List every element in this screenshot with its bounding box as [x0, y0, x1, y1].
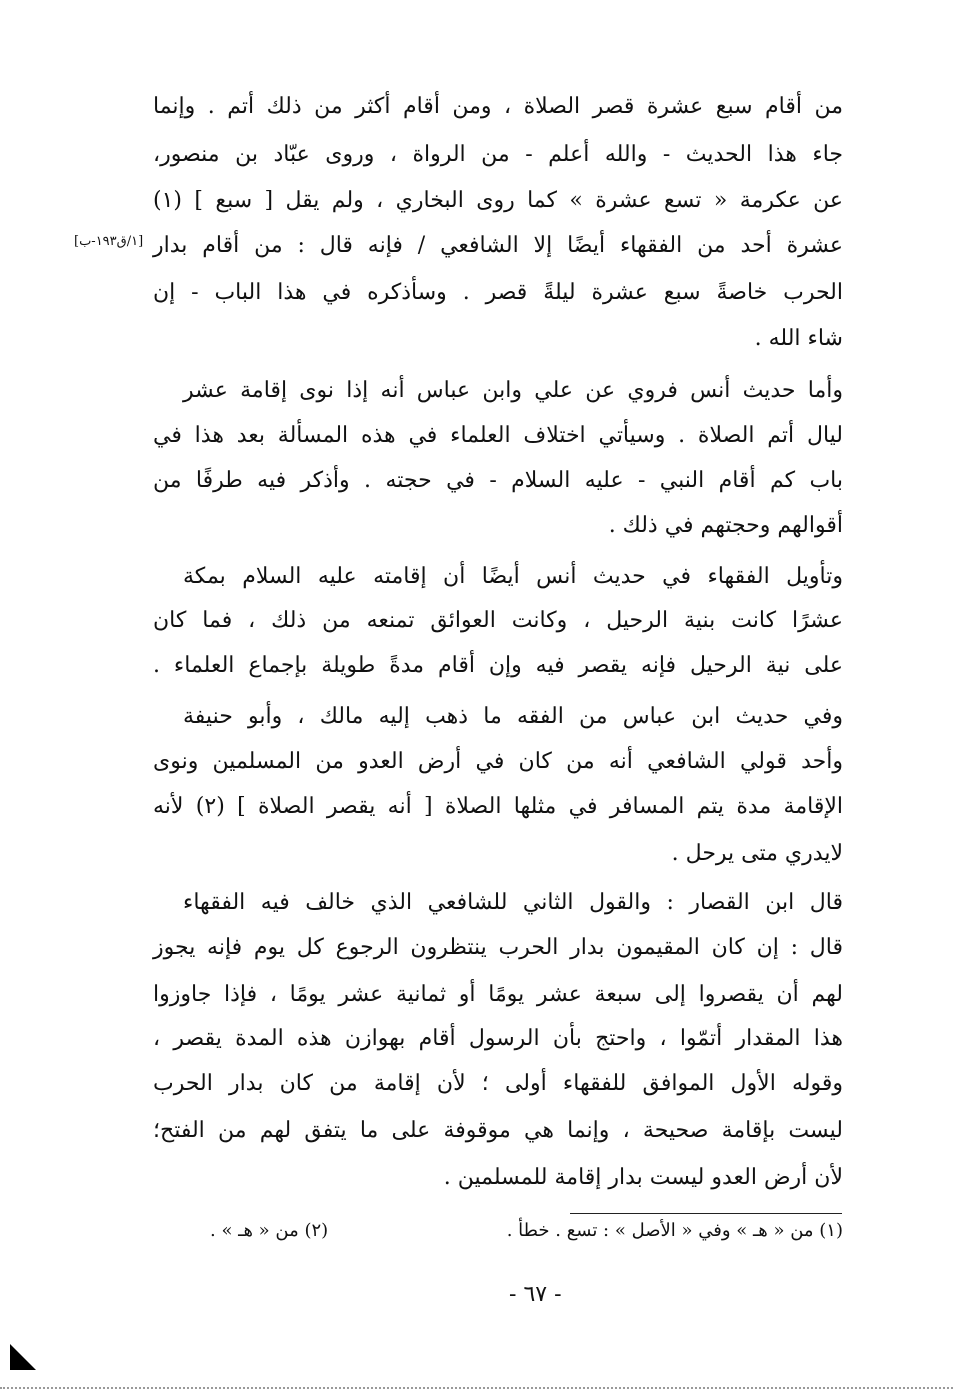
text-line-24: لأن أرض العدو ليست بدار إقامة للمسلمين .	[443, 1165, 843, 1190]
text-line-22: وقوله الأول الموافق للفقهاء أولى ؛ لأن إقامة من كان بدار الحرب	[153, 1071, 843, 1096]
text-line-16: الإقامة مدة يتم المسافر في مثلها الصلاة [ أنه يقصر الصلاة ] (٢) لأنه	[153, 794, 843, 819]
text-line-19: قال : إن كان المقيمون بدار الحرب ينتظرون الرجوع كل يوم فإنه يجوز	[153, 935, 843, 960]
footnote-divider	[570, 1213, 842, 1214]
text-line-11: وتأويل الفقهاء في حديث أنس أيضًا أن إقامته عليه السلام بمكة	[183, 564, 843, 589]
text-line-18: قال ابن القصار : والقول الثاني للشافعي الذي خالف فيه الفقهاء	[183, 890, 843, 915]
text-line-13: على نية الرحيل فإنه يقصر فيه وإن أقام مدةً طويلة بإجماع العلماء .	[153, 653, 843, 678]
text-line-20: لهم أن يقصروا إلى سبعة عشر يومًا أو ثمانية عشر يومًا ، فإذا جاوزوا	[153, 982, 843, 1007]
margin-folio-note: [١/ق١٩٣-ب]	[74, 234, 144, 249]
text-line-9: باب كم أقام النبي - عليه السلام - في حجته . وأذكر فيه طرفًا من	[153, 468, 843, 493]
footnote-2: (٢) من « هـ » .	[210, 1220, 329, 1241]
text-line-1: من أقام سبع عشرة قصر الصلاة ، ومن أقام أكثر من ذلك أتم . وإنما	[153, 94, 843, 119]
corner-triangle-mark	[10, 1344, 36, 1370]
text-line-21: هذا المقدار أتمّوا ، واحتج بأن الرسول أقام بهوازن هذه المدة يقصر ،	[153, 1026, 843, 1051]
text-line-12: عشرًا كانت بنية الرحيل ، وكانت العوائق تمنعه من ذلك ، فما كان	[153, 608, 843, 633]
text-line-2: جاء هذا الحديث - والله أعلم - من الرواة ، وروى عبّاد بن منصور،	[153, 142, 843, 167]
text-line-15: وأحد قولي الشافعي أنه من كان في أرض العدو من المسلمين ونوى	[153, 749, 843, 774]
text-line-23: ليست بإقامة صحيحة ، وإنما هي موقوفة على ما يتفق لهم من الفتح؛	[153, 1118, 843, 1143]
text-line-3: عن عكرمة « تسع عشرة » كما روى البخاري ، ولم يقل [ سبع ] (١)	[153, 188, 843, 213]
text-line-6: شاء الله .	[754, 326, 843, 351]
scan-edge-dots	[0, 1387, 953, 1389]
text-line-14: وفي حديث ابن عباس من الفقه ما ذهب إليه مالك ، وأبو حنيفة	[183, 704, 843, 729]
text-line-17: لايدري متى يرحل .	[671, 841, 843, 866]
footnote-1: (١) من « هـ » وفي « الأصل » : تسع . خطأ .	[506, 1220, 843, 1241]
page-number: - ٦٧ -	[509, 1282, 562, 1307]
text-line-7: وأما حديث أنس فروي عن علي وابن عباس أنه إذا نوى إقامة عشر	[183, 378, 843, 403]
text-line-5: الحرب خاصةً سبع عشرة ليلةً قصر . وسأذكره في هذا الباب - إن	[153, 280, 843, 305]
text-line-4: عشرة أحد من الفقهاء أيضًا إلا الشافعي / فإنه قال : من أقام بدار	[153, 233, 843, 258]
text-line-8: ليال أتم الصلاة . وسيأتي اختلاف العلماء في هذه المسألة بعد هذا في	[153, 423, 843, 448]
text-line-10: أقوالهم وحجتهم في ذلك .	[608, 513, 843, 538]
